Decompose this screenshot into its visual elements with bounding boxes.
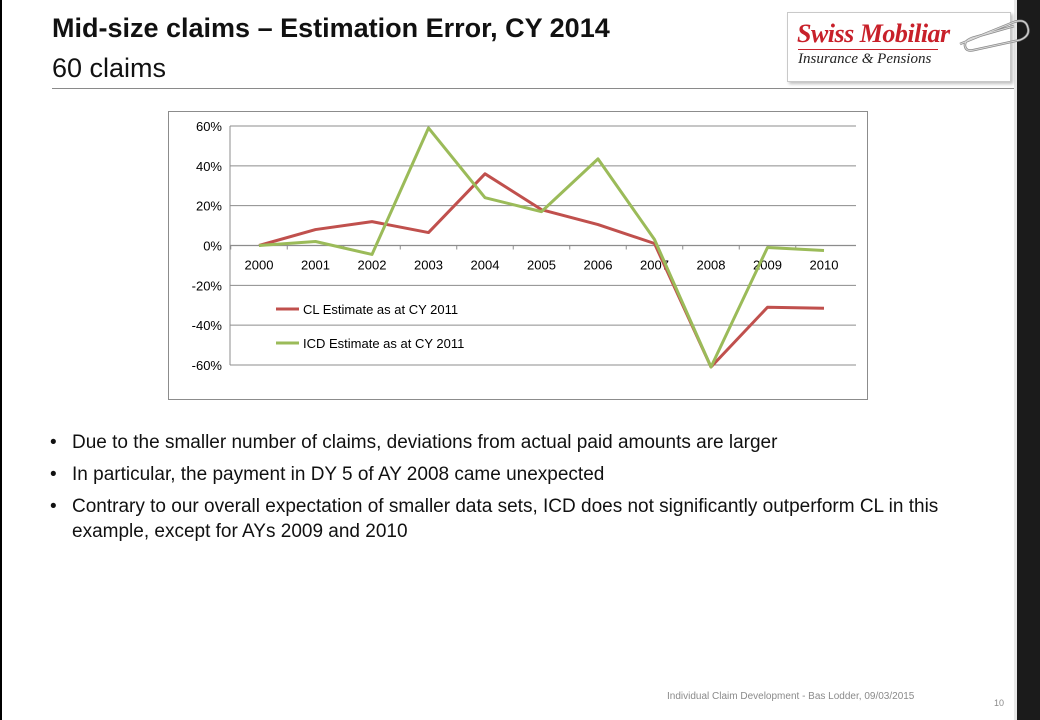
y-axis-ticks [192, 119, 223, 373]
bullet-glyph: • [50, 464, 57, 485]
logo-tagline: Insurance & Pensions [798, 51, 932, 67]
page-number: 10 [994, 698, 1005, 708]
y-tick-label: 20% [195, 198, 222, 214]
logo-name: Swiss Mobiliar [797, 19, 950, 48]
chart-legend [276, 302, 464, 351]
bullet-text: Contrary to our overall expectation of smaller data sets, ICD does not significantly outperform CL in this example, except for AYs 2009 and 2010 [72, 496, 939, 542]
slide-subtitle: 60 claims [52, 53, 167, 83]
y-tick-label: -20% [191, 278, 222, 294]
bullet-item [50, 462, 1010, 487]
bullet-item [50, 430, 1010, 455]
bullet-list [50, 430, 1010, 551]
bullet-glyph: • [50, 496, 57, 517]
y-tick-label: -40% [191, 318, 222, 334]
legend-label-icd: ICD Estimate as at CY 2011 [303, 336, 465, 351]
bullet-text: In particular, the payment in DY 5 of AY 2008 came unexpected [72, 464, 605, 485]
x-tick-label: 2006 [583, 257, 613, 273]
x-tick-label: 2004 [470, 257, 500, 273]
x-tick-label: 2009 [753, 257, 782, 273]
x-tick-label: 2007 [640, 257, 669, 273]
y-tick-label: 40% [195, 158, 222, 174]
chart-grid [230, 126, 856, 365]
y-tick-label: 0% [203, 238, 222, 254]
y-tick-label: -60% [191, 358, 222, 373]
slide-title: Mid-size claims – Estimation Error, CY 2014 [52, 13, 610, 43]
slide-footer: Individual Claim Development - Bas Lodder, 09/03/2015 [667, 691, 915, 702]
x-tick-label: 2002 [357, 257, 387, 273]
y-tick-label: 60% [195, 119, 222, 134]
x-tick-label: 2003 [414, 257, 443, 273]
bullet-text: Due to the smaller number of claims, deviations from actual paid amounts are larger [72, 432, 778, 453]
x-axis-ticks [245, 258, 839, 273]
x-tick-label: 2010 [809, 257, 839, 273]
bullet-glyph: • [50, 432, 57, 453]
legend-label-cl: CL Estimate as at CY 2011 [303, 302, 459, 317]
x-tick-label: 2008 [696, 257, 726, 273]
bullet-item [50, 494, 1010, 544]
x-tick-label: 2001 [301, 257, 330, 273]
x-tick-label: 2005 [527, 257, 556, 273]
x-tick-label: 2000 [244, 257, 274, 273]
